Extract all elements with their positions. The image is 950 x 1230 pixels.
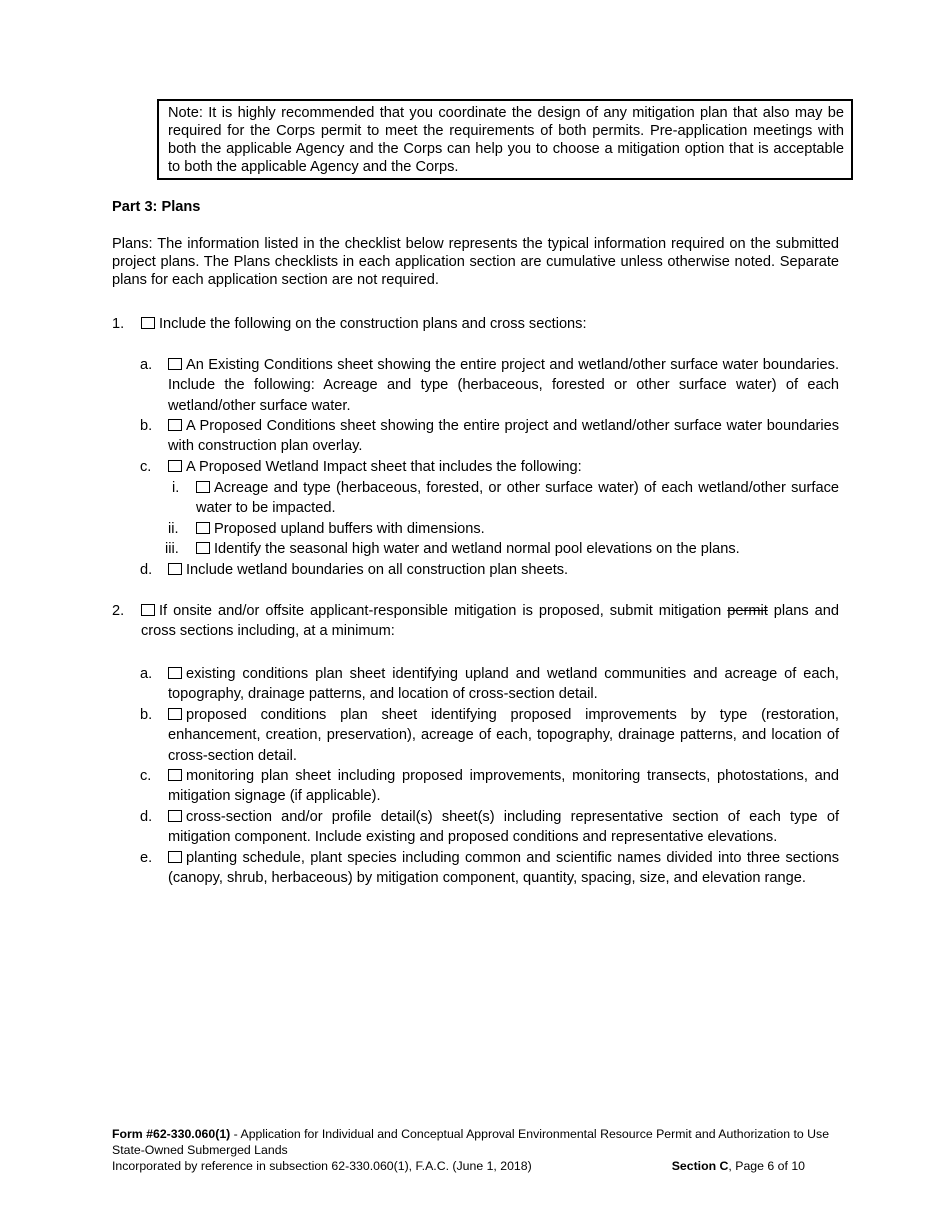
page-info: , Page 6 of 10 (728, 1159, 805, 1173)
checkbox[interactable] (196, 481, 210, 493)
item-text: A Proposed Conditions sheet showing the entire project and wetland/other surface water boundaries with construction plan overlay. (168, 418, 839, 455)
checkbox[interactable] (196, 522, 210, 534)
form-title: - Application for Individual and Conceptual Approval Environmental Resource Permit and Authorization to Use State-Owned Submerged Lands (112, 1127, 830, 1157)
checkbox[interactable] (168, 667, 182, 679)
item-label: c. (140, 768, 152, 784)
checklist-item-2e (140, 848, 839, 889)
checkbox[interactable] (141, 317, 155, 329)
item-text: existing conditions plan sheet identifying upland and wetland communities and acreage of each, topography, drainage patterns, and location of cross-section detail. (168, 666, 839, 703)
checkbox[interactable] (196, 542, 210, 554)
section-label: Section C (671, 1159, 729, 1173)
item-text: Include the following on the construction plans and cross sections: (159, 316, 587, 332)
incorporated-text: Incorporated by reference in subsection 62-330.060(1), F.A.C. (June 1, 2018) (112, 1159, 532, 1173)
item-label: b. (140, 707, 153, 723)
checkbox[interactable] (168, 358, 182, 370)
item-label: d. (140, 562, 153, 578)
item-text: Proposed upland buffers with dimensions. (214, 521, 485, 537)
item-text: Include wetland boundaries on all construction plan sheets. (186, 562, 569, 578)
struck-text: permit (727, 603, 768, 619)
item-text: Acreage and type (herbaceous, forested, or other surface water) of each wetland/other surface water to be impacted. (196, 480, 839, 517)
checklist-item-2b (140, 705, 839, 766)
checklist-item-2c (140, 766, 839, 807)
checklist-item-1c (140, 457, 839, 477)
checklist-item-1c-iii (165, 539, 839, 559)
item-text: If onsite and/or offsite applicant-responsible mitigation is proposed, submit mitigation (159, 603, 722, 619)
item-text: monitoring plan sheet including proposed improvements, monitoring transects, photostations, and mitigation signage (if applicable). (168, 768, 839, 805)
item-text: cross-section and/or profile detail(s) sheet(s) including representative section of each type of mitigation component. Include existing and proposed conditions and representative elevations. (168, 809, 839, 846)
item-label: c. (140, 459, 152, 475)
checkbox[interactable] (168, 419, 182, 431)
checklist-item-2d (140, 807, 839, 848)
item-label: a. (140, 357, 153, 373)
checklist-item-1b (140, 416, 839, 457)
checkbox[interactable] (168, 460, 182, 472)
part-heading: Part 3: Plans (112, 199, 201, 215)
item-label: e. (140, 850, 153, 866)
item-label: a. (140, 666, 153, 682)
item-text: proposed conditions plan sheet identifying proposed improvements by type (restoration, enhancement, creation, preservation), acreage of each, topography, drainage patterns, and location of cross-section detail. (168, 707, 839, 764)
checklist-item-2a (140, 664, 839, 705)
checklist-item-1 (112, 314, 839, 334)
item-label: iii. (165, 541, 179, 557)
page-indicator (672, 1158, 805, 1174)
checkbox[interactable] (168, 810, 182, 822)
item-text-continued: plans and cross sections including, at a minimum: (141, 603, 840, 640)
item-label: ii. (168, 521, 179, 537)
item-text: planting schedule, plant species including common and scientific names divided into three sections (canopy, shrub, herbaceous) by mitigation component, quantity, spacing, size, and elevation range. (168, 850, 839, 887)
checklist-item-1a (140, 355, 839, 416)
checklist-item-1c-i (172, 478, 839, 519)
item-number: 1. (112, 316, 125, 332)
item-text: A Proposed Wetland Impact sheet that includes the following: (186, 459, 582, 475)
checkbox[interactable] (168, 563, 182, 575)
checklist-item-1c-ii (168, 519, 839, 539)
footer-bottom-line (112, 1158, 839, 1174)
form-title-line (112, 1126, 839, 1158)
checkbox[interactable] (168, 708, 182, 720)
form-number: Form #62-330.060(1) (112, 1127, 231, 1141)
item-text: Identify the seasonal high water and wetland normal pool elevations on the plans. (214, 541, 740, 557)
page-footer (112, 1126, 839, 1174)
checkbox[interactable] (168, 769, 182, 781)
checklist-item-1d (140, 560, 839, 580)
item-number: 2. (112, 603, 125, 619)
item-label: b. (140, 418, 153, 434)
checkbox[interactable] (141, 604, 155, 616)
checklist-item-2 (112, 601, 839, 642)
plans-intro: Plans: The information listed in the checklist below represents the typical information required on the submitted project plans. The Plans checklists in each application section are cumulative unless otherwise noted. Separate plans for each application section are not required. (112, 236, 839, 288)
checkbox[interactable] (168, 851, 182, 863)
item-label: d. (140, 809, 153, 825)
item-label: i. (172, 480, 180, 496)
item-text: An Existing Conditions sheet showing the entire project and wetland/other surface water boundaries. Include the following: Acreage and type (herbaceous, forested or other surface water) of each wetland/other surface water. (168, 357, 839, 414)
note-box: Note: It is highly recommended that you coordinate the design of any mitigation plan that also may be required for the Corps permit to meet the requirements of both permits. Pre-application meetings with both the applicable Agency and the Corps can help you to choose a mitigation option that is acceptable to both the applicable Agency and the Corps. (157, 99, 853, 180)
